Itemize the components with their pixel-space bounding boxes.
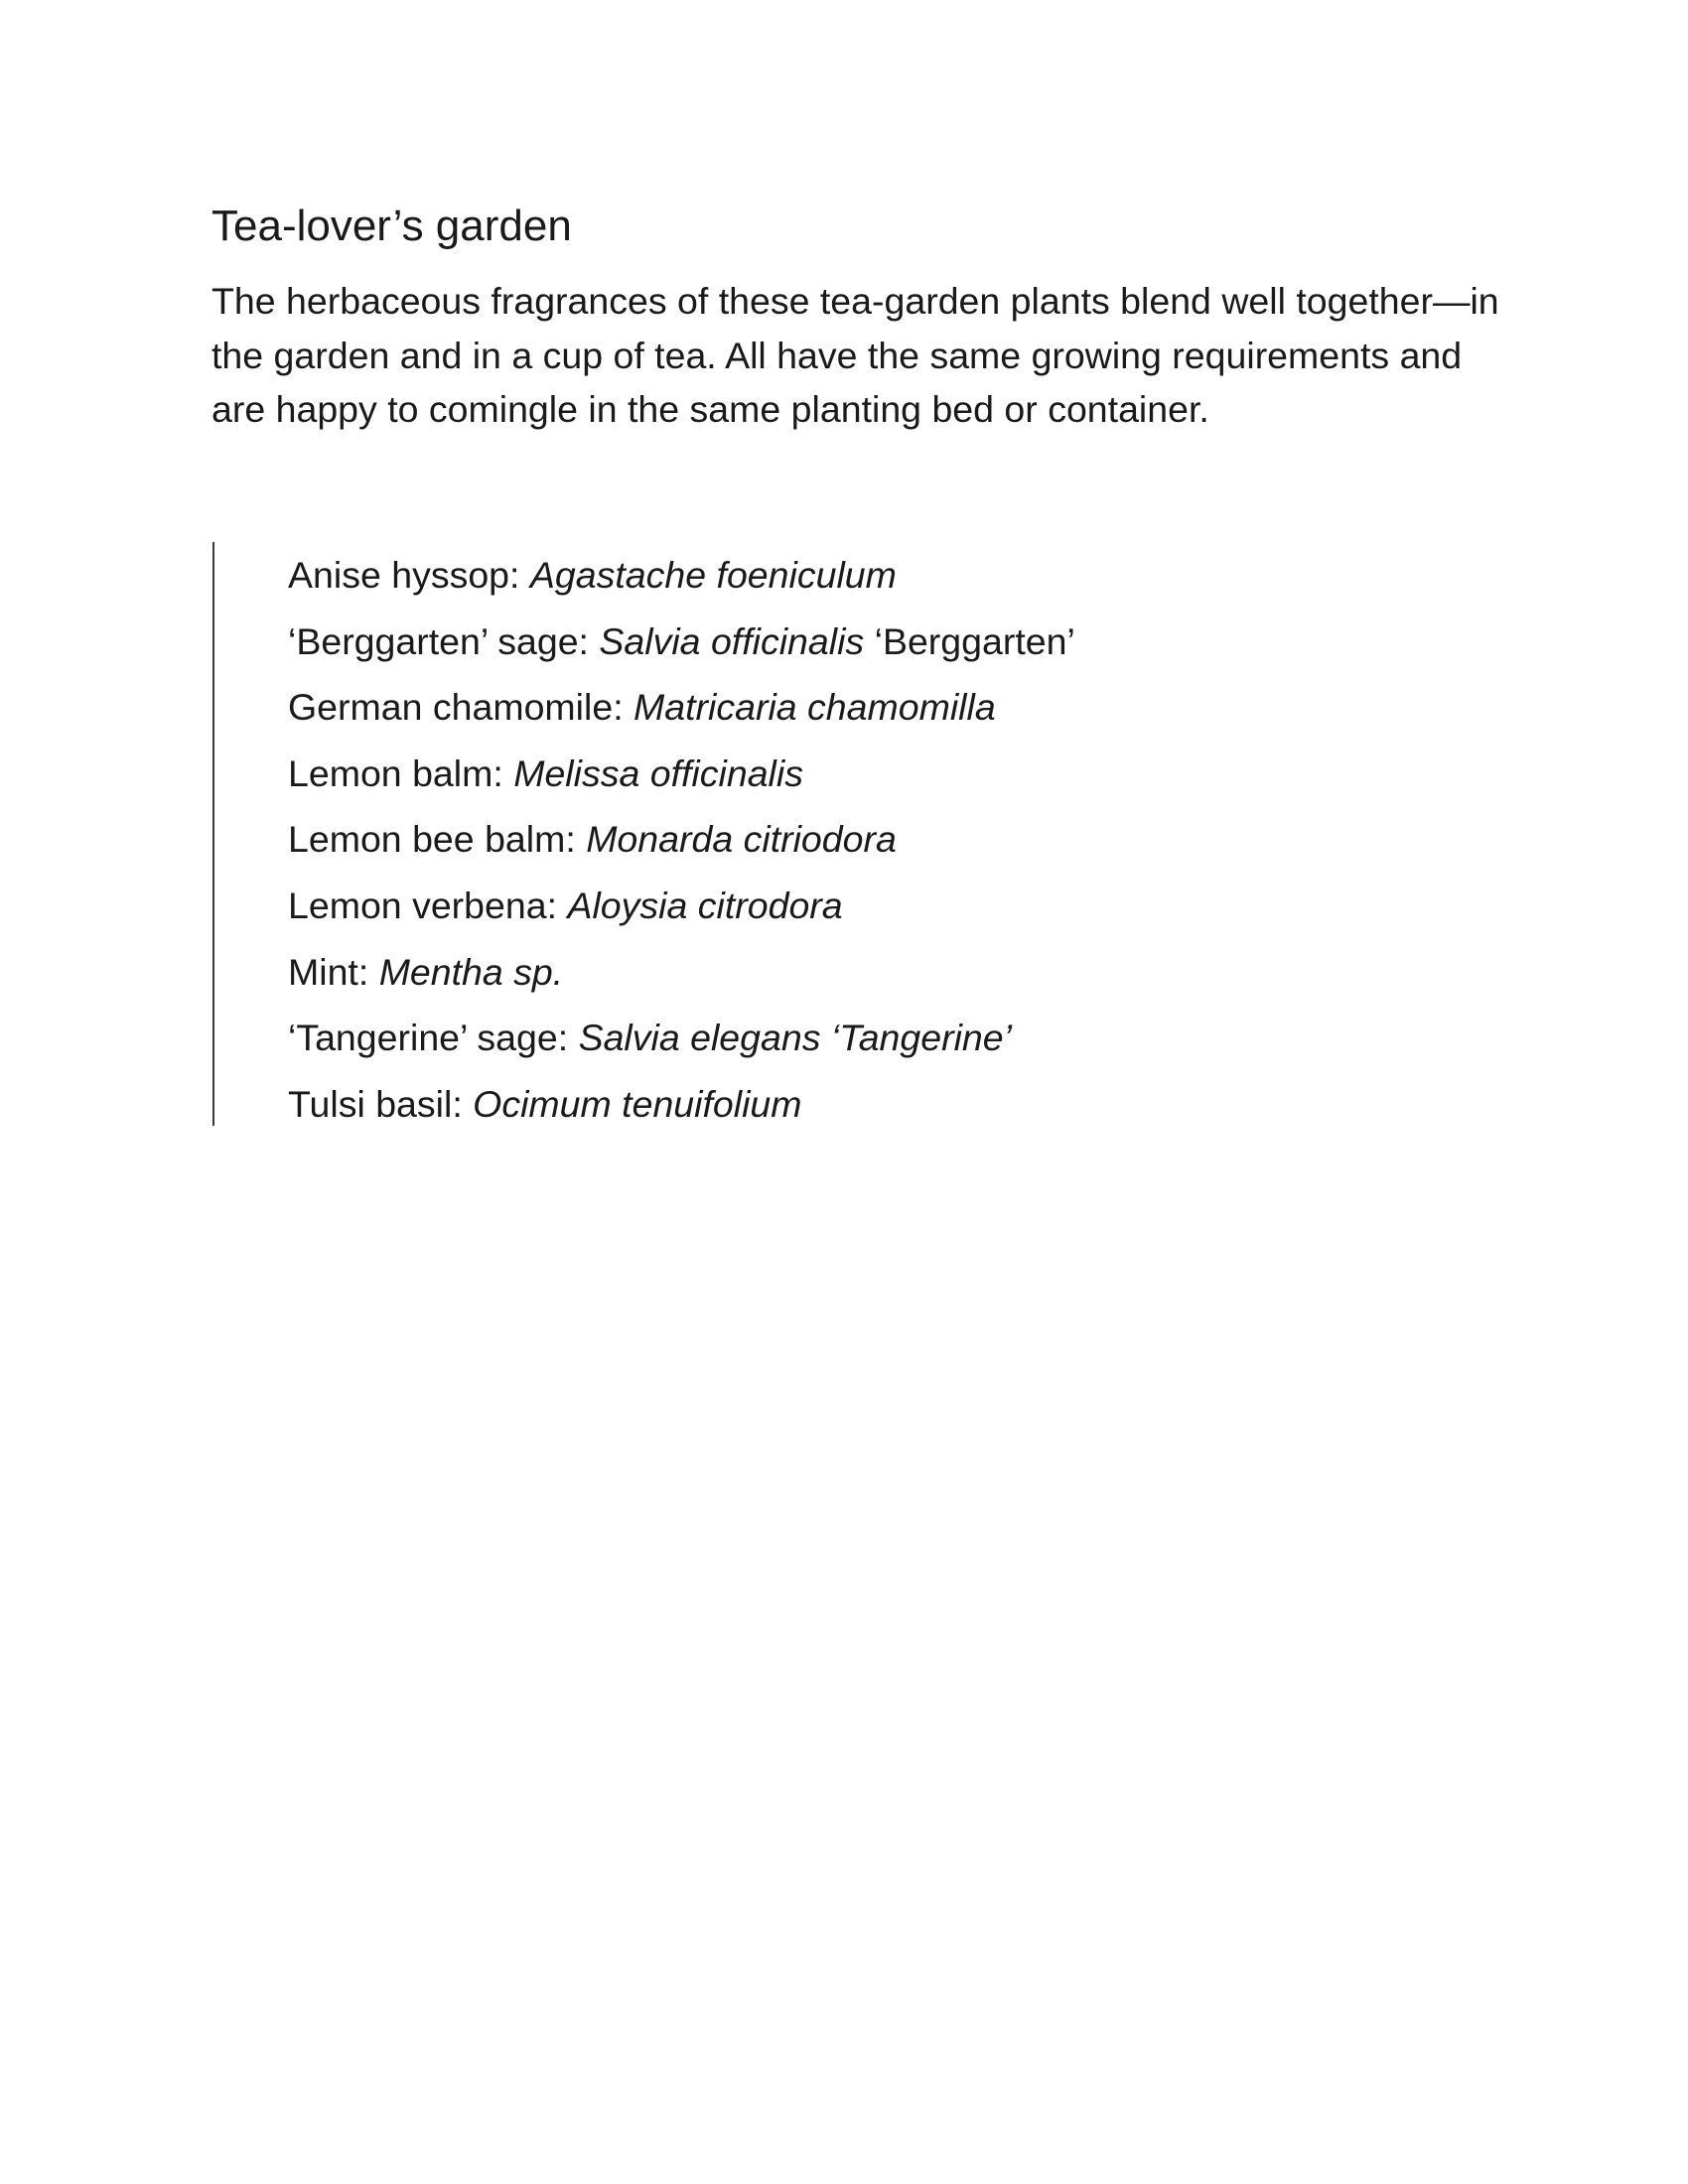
intro-paragraph: The herbaceous fragrances of these tea-garden plants blend well together—in the garden and in a cup of tea. All have the same growing requirements and are happy to comingle in the same planting bed or container. [211, 280, 1499, 430]
plant-scientific-name: Salvia officinalis [599, 619, 865, 662]
plant-scientific-name: Aloysia citrodora [567, 884, 843, 926]
list-item [288, 939, 1075, 1006]
plant-common-name: Tulsi basil: [288, 1082, 474, 1125]
plant-common-name: Lemon verbena: [288, 884, 568, 926]
list-item [288, 609, 1075, 675]
section-title: Tea-lover’s garden [211, 202, 572, 250]
list-item [288, 741, 1075, 807]
list-item [288, 1071, 1075, 1138]
plant-scientific-name: Salvia elegans ‘Tangerine’ [578, 1017, 1012, 1059]
plant-common-name: ‘Tangerine’ sage: [288, 1017, 579, 1059]
plant-list [212, 542, 1075, 1126]
plant-scientific-name: Mentha sp. [378, 950, 564, 993]
plant-common-name: Anise hyssop: [288, 554, 530, 596]
plant-common-name: Lemon bee balm: [288, 818, 587, 861]
list-item [288, 674, 1075, 741]
list-item [288, 542, 1075, 609]
plant-common-name: ‘Berggarten’ sage: [288, 619, 600, 662]
plant-scientific-name: Matricaria chamomilla [633, 686, 996, 729]
plant-cultivar: ‘Berggarten’ [864, 619, 1075, 662]
plant-common-name: Mint: [288, 950, 379, 993]
plant-common-name: Lemon balm: [288, 751, 514, 794]
plant-common-name: German chamomile: [288, 686, 634, 729]
plant-scientific-name: Agastache foeniculum [529, 554, 897, 596]
plant-scientific-name: Ocimum tenuifolium [473, 1082, 802, 1125]
list-item [288, 806, 1075, 873]
plant-scientific-name: Melissa officinalis [513, 751, 803, 794]
list-item [288, 1005, 1075, 1071]
plant-scientific-name: Monarda citriodora [586, 818, 897, 861]
list-item [288, 873, 1075, 939]
